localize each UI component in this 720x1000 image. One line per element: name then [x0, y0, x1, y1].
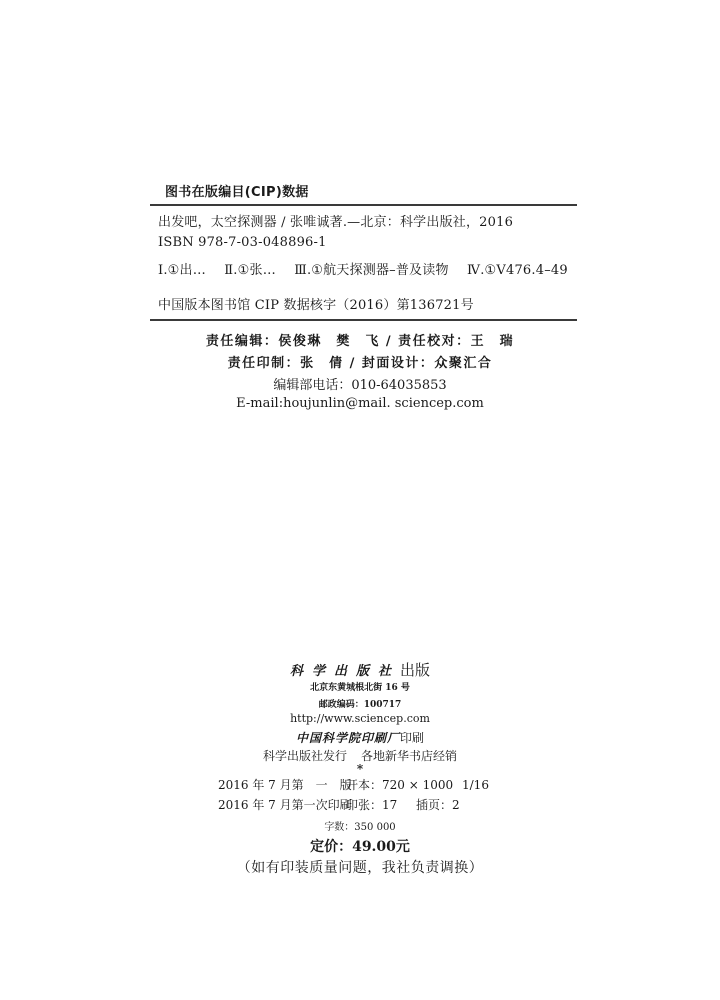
publisher-url: http://www.sciencep.com	[290, 712, 430, 725]
cip-bibliographic-line: 出发吧，太空探测器 / 张唯诚著.—北京：科学出版社，2016	[158, 215, 514, 230]
printer-line	[0, 729, 720, 746]
cip-subject-2: Ⅱ.①张…	[224, 263, 276, 278]
printing-date: 2016 年 7 月第一次印刷	[218, 798, 352, 812]
distributor: 科学出版社发行	[262, 749, 347, 763]
publisher-logo-calligraphy: 科学出版社	[289, 664, 400, 679]
cip-subject-3: Ⅲ.①航天探测器–普及读物	[294, 263, 449, 278]
format-size: 开本：720 × 1000	[346, 778, 454, 792]
publisher-address: 北京东黄城根北街 16 号	[310, 683, 410, 693]
quality-note: （如有印装质量问题，我社负责调换）	[236, 860, 484, 876]
price: 定价：49.00元	[310, 839, 410, 855]
cip-title: 图书在版编目(CIP)数据	[165, 185, 309, 200]
publisher-postcode: 邮政编码：100717	[318, 700, 402, 710]
publisher-logo-suffix: 出版	[400, 661, 431, 679]
cip-isbn: ISBN 978-7-03-048896-1	[158, 235, 327, 250]
cip-bottom-rule	[150, 319, 577, 321]
cip-subject-headings	[158, 259, 582, 278]
separator-asterisk: *	[356, 762, 364, 776]
sheets-count: 印张：17	[346, 798, 398, 812]
cip-subject-1: Ⅰ.①出…	[158, 263, 206, 278]
cip-top-rule	[150, 204, 577, 206]
credits-production: 责任印制：张 倩 / 封面设计：众聚汇合	[227, 356, 493, 371]
credits-email: E-mail:houjunlin@mail. sciencep.com	[236, 396, 484, 411]
printer-suffix: 印刷	[400, 731, 425, 745]
publisher-logo	[0, 659, 720, 680]
word-count: 字数：350 000	[324, 822, 396, 833]
printer-name: 中国科学院印刷厂	[295, 731, 400, 745]
sellers: 各地新华书店经销	[361, 749, 458, 763]
format-fraction: 1/16	[462, 778, 489, 792]
printing-row	[0, 796, 720, 813]
edition-date: 2016 年 7 月第 一 版	[218, 778, 352, 792]
inserts-count: 插页：2	[416, 798, 460, 812]
cip-number: 中国版本图书馆 CIP 数据核字（2016）第136721号	[158, 298, 474, 313]
credits-phone: 编辑部电话：010-64035853	[273, 378, 447, 393]
cip-subject-4: Ⅳ.①V476.4–49	[467, 263, 568, 278]
edition-row	[0, 776, 720, 793]
credits-editors: 责任编辑：侯俊琳 樊 飞 / 责任校对：王 瑞	[205, 334, 515, 349]
